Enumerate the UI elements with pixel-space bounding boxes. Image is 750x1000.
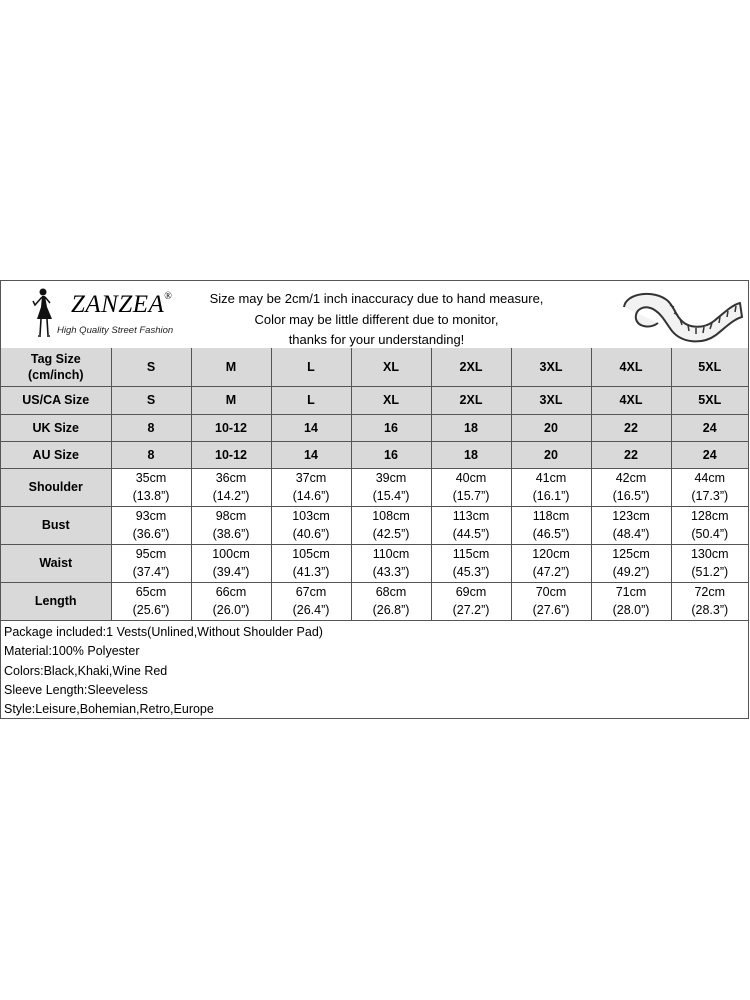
size-cell: 14 xyxy=(271,414,351,441)
cm-value: 36cm xyxy=(215,471,247,485)
inch-value: (39.4”) xyxy=(212,565,250,579)
inch-value: (28.0”) xyxy=(612,603,650,617)
inch-value: (27.2”) xyxy=(452,603,490,617)
measurement-cell xyxy=(431,544,511,582)
measurement-cell xyxy=(111,582,191,620)
size-cell: 4XL xyxy=(591,386,671,414)
measurement-row xyxy=(1,544,748,582)
notice-line: thanks for your understanding! xyxy=(288,332,465,347)
inch-value: (37.4”) xyxy=(132,565,170,579)
cm-value: 123cm xyxy=(612,509,650,523)
measurement-cell xyxy=(111,544,191,582)
cm-value: 72cm xyxy=(694,585,726,599)
measurement-cell xyxy=(431,506,511,544)
measurement-row xyxy=(1,468,748,506)
cm-value: 95cm xyxy=(135,547,167,561)
cm-value: 39cm xyxy=(375,471,407,485)
cm-value: 118cm xyxy=(532,509,570,523)
measurement-cell xyxy=(591,582,671,620)
cm-value: 98cm xyxy=(215,509,247,523)
measurement-cell xyxy=(511,582,591,620)
cm-value: 103cm xyxy=(292,509,330,523)
detail-line: Sleeve Length:Sleeveless xyxy=(4,682,148,697)
measurement-cell xyxy=(511,506,591,544)
size-cell: 3XL xyxy=(511,348,591,386)
cm-value: 110cm xyxy=(372,547,410,561)
measurement-cell xyxy=(431,582,511,620)
detail-line: Package included:1 Vests(Unlined,Without Shoulder Pad) xyxy=(4,625,323,639)
size-cell: 18 xyxy=(431,414,511,441)
inch-value: (46.5”) xyxy=(532,527,570,541)
size-cell: 18 xyxy=(431,441,511,468)
measurement-cell xyxy=(351,582,431,620)
inch-value: (17.3”) xyxy=(691,489,729,503)
cm-value: 93cm xyxy=(135,509,167,523)
detail-line: Style:Leisure,Bohemian,Retro,Europe xyxy=(4,702,214,717)
uk-size-row xyxy=(1,414,748,441)
inch-value: (41.3”) xyxy=(292,565,330,579)
fashion-model-icon xyxy=(29,287,55,339)
size-cell: S xyxy=(111,386,191,414)
inch-value: (16.1”) xyxy=(532,489,570,503)
inch-value: (42.5”) xyxy=(372,527,410,541)
measurement-cell xyxy=(191,468,271,506)
brand-tagline: High Quality Street Fashion xyxy=(57,325,174,336)
cm-value: 40cm xyxy=(455,471,487,485)
inch-value: (45.3”) xyxy=(452,565,490,579)
cm-value: 125cm xyxy=(612,547,650,561)
size-cell: 5XL xyxy=(671,348,748,386)
inch-value: (51.2”) xyxy=(691,565,729,579)
measurement-cell xyxy=(191,506,271,544)
size-table xyxy=(1,348,748,621)
registered-mark: ® xyxy=(164,291,173,302)
size-cell: 4XL xyxy=(591,348,671,386)
inch-value: (38.6”) xyxy=(212,527,250,541)
inch-value: (14.6”) xyxy=(292,489,330,503)
row-label: Length xyxy=(1,582,111,620)
cm-value: 70cm xyxy=(535,585,567,599)
cm-value: 108cm xyxy=(372,509,410,523)
cm-value: 71cm xyxy=(615,585,647,599)
inch-value: (15.7”) xyxy=(452,489,490,503)
measurement-cell xyxy=(671,544,748,582)
cm-value: 100cm xyxy=(212,547,250,561)
measurement-cell xyxy=(511,468,591,506)
brand-name: ZANZEA xyxy=(71,291,165,318)
measurement-cell xyxy=(111,468,191,506)
size-notice xyxy=(179,289,574,351)
size-cell: M xyxy=(191,386,271,414)
inch-value: (14.2”) xyxy=(212,489,250,503)
measurement-cell xyxy=(511,544,591,582)
measurement-cell xyxy=(591,468,671,506)
size-cell: M xyxy=(191,348,271,386)
cm-value: 113cm xyxy=(452,509,490,523)
inch-value: (49.2”) xyxy=(612,565,650,579)
cm-value: 105cm xyxy=(292,547,330,561)
size-cell: 8 xyxy=(111,414,191,441)
inch-value: (26.4”) xyxy=(292,603,330,617)
cm-value: 68cm xyxy=(375,585,407,599)
cm-value: 69cm xyxy=(455,585,487,599)
inch-value: (50.4”) xyxy=(691,527,729,541)
size-cell: 3XL xyxy=(511,386,591,414)
cm-value: 130cm xyxy=(690,547,729,561)
inch-value: (40.6”) xyxy=(292,527,330,541)
brand-logo xyxy=(27,285,187,343)
size-cell: 16 xyxy=(351,441,431,468)
cm-value: 37cm xyxy=(295,471,327,485)
measurement-cell xyxy=(191,582,271,620)
inch-value: (36.6”) xyxy=(132,527,170,541)
size-cell: XL xyxy=(351,386,431,414)
inch-value: (25.6”) xyxy=(132,603,170,617)
chart-header xyxy=(1,281,748,349)
inch-value: (43.3”) xyxy=(372,565,410,579)
detail-line: Material:100% Polyester xyxy=(4,644,140,659)
measurement-cell xyxy=(191,544,271,582)
measurement-row xyxy=(1,506,748,544)
inch-value: (26.8”) xyxy=(372,603,410,617)
measurement-cell xyxy=(591,544,671,582)
cm-value: 115cm xyxy=(452,547,490,561)
size-cell: 8 xyxy=(111,441,191,468)
measurement-cell xyxy=(431,468,511,506)
cm-value: 66cm xyxy=(215,585,247,599)
size-cell: S xyxy=(111,348,191,386)
cm-value: 35cm xyxy=(135,471,167,485)
tag-size-row xyxy=(1,348,748,386)
inch-value: (13.8”) xyxy=(132,489,170,503)
inch-value: (27.6”) xyxy=(532,603,570,617)
measurement-cell xyxy=(271,582,351,620)
size-cell: 2XL xyxy=(431,348,511,386)
size-cell: 24 xyxy=(671,441,748,468)
measurement-cell xyxy=(271,468,351,506)
size-cell: L xyxy=(271,386,351,414)
measuring-tape-icon xyxy=(616,285,744,345)
size-cell: 10-12 xyxy=(191,441,271,468)
measurement-cell xyxy=(671,506,748,544)
measurement-row xyxy=(1,582,748,620)
size-cell: 20 xyxy=(511,441,591,468)
cm-value: 65cm xyxy=(135,585,167,599)
row-label: Waist xyxy=(1,544,111,582)
measurement-cell xyxy=(271,544,351,582)
size-cell: 2XL xyxy=(431,386,511,414)
inch-value: (47.2”) xyxy=(532,565,570,579)
row-label: Shoulder xyxy=(1,468,111,506)
product-details xyxy=(4,623,323,719)
measurement-cell xyxy=(271,506,351,544)
row-label: UK Size xyxy=(1,414,111,441)
cm-value: 42cm xyxy=(615,471,647,485)
size-cell: 10-12 xyxy=(191,414,271,441)
row-label: Tag Size (cm/inch) xyxy=(1,348,111,386)
cm-value: 128cm xyxy=(690,509,729,523)
measurement-cell xyxy=(591,506,671,544)
size-cell: 24 xyxy=(671,414,748,441)
size-chart xyxy=(0,280,749,719)
measurement-cell xyxy=(671,582,748,620)
measurement-cell xyxy=(351,544,431,582)
cm-value: 67cm xyxy=(295,585,327,599)
measurement-cell xyxy=(671,468,748,506)
size-cell: 14 xyxy=(271,441,351,468)
cm-value: 120cm xyxy=(532,547,570,561)
row-label: US/CA Size xyxy=(1,386,111,414)
notice-line: Color may be little different due to monitor, xyxy=(254,311,499,327)
size-cell: XL xyxy=(351,348,431,386)
us-size-row xyxy=(1,386,748,414)
size-cell: 22 xyxy=(591,414,671,441)
inch-value: (26.0”) xyxy=(212,603,250,617)
inch-value: (44.5”) xyxy=(452,527,490,541)
notice-line: Size may be 2cm/1 inch inaccuracy due to hand measure, xyxy=(209,291,544,306)
size-cell: 22 xyxy=(591,441,671,468)
measurement-cell xyxy=(351,468,431,506)
cm-value: 41cm xyxy=(535,471,567,485)
row-label: AU Size xyxy=(1,441,111,468)
detail-line: Colors:Black,Khaki,Wine Red xyxy=(4,663,168,678)
size-cell: 5XL xyxy=(671,386,748,414)
row-label: Bust xyxy=(1,506,111,544)
size-cell: 16 xyxy=(351,414,431,441)
size-cell: 20 xyxy=(511,414,591,441)
inch-value: (15.4”) xyxy=(372,489,410,503)
inch-value: (16.5”) xyxy=(612,489,650,503)
au-size-row xyxy=(1,441,748,468)
cm-value: 44cm xyxy=(694,471,726,485)
inch-value: (28.3”) xyxy=(691,603,729,617)
measurement-cell xyxy=(351,506,431,544)
measurement-cell xyxy=(111,506,191,544)
size-cell: L xyxy=(271,348,351,386)
inch-value: (48.4”) xyxy=(612,527,650,541)
